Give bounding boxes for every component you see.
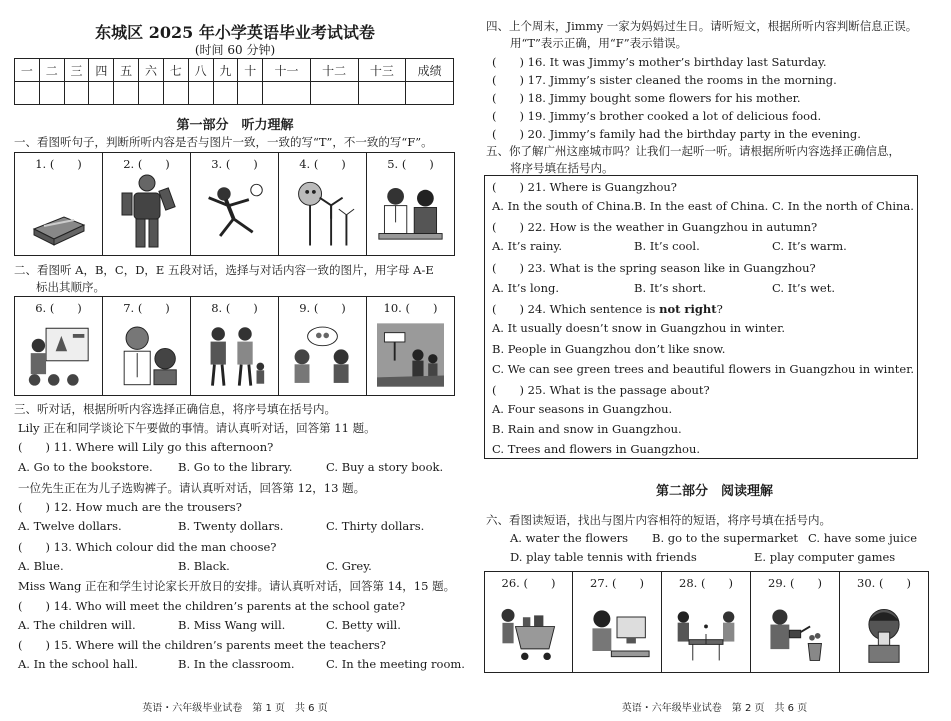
q22-option-a: A. It’s rainy. bbox=[492, 239, 563, 253]
answer-blank[interactable]: 28. ( ) bbox=[679, 576, 733, 590]
score-input-cell[interactable] bbox=[238, 82, 263, 105]
score-header-cell: 八 bbox=[188, 59, 213, 82]
score-header-cell: 六 bbox=[139, 59, 164, 82]
section2-pictures bbox=[14, 296, 455, 396]
people-talking-icon bbox=[201, 319, 268, 389]
score-header-cell: 三 bbox=[64, 59, 89, 82]
answer-blank[interactable]: 5. ( ) bbox=[387, 157, 434, 171]
q13-option-c: C. Grey. bbox=[326, 559, 372, 573]
girl-jumping-icon bbox=[201, 175, 268, 249]
score-header-cell: 十三 bbox=[358, 59, 406, 82]
page-2 bbox=[478, 0, 951, 721]
question-14[interactable]: ( ) 14. Who will meet the children’s parents at the school gate? bbox=[18, 599, 406, 613]
phrase-e: E. play computer games bbox=[754, 550, 896, 564]
question-16[interactable]: ( ) 16. It was Jimmy’s mother’s birthday last Saturday. bbox=[492, 55, 827, 69]
section4-instruction-2: 用“T”表示正确，用“F”表示错误。 bbox=[510, 36, 688, 50]
picture-8 bbox=[191, 296, 279, 396]
score-header-cell: 十 bbox=[238, 59, 263, 82]
section6-pictures bbox=[484, 571, 929, 673]
answer-blank[interactable]: 26. ( ) bbox=[501, 576, 556, 590]
score-header-cell: 九 bbox=[213, 59, 238, 82]
section1-instruction: 一、看图听句子，判断所听内容是否与图片一致，一致的写“T”，不一致的写“F”。 bbox=[14, 135, 433, 149]
score-header-cell: 五 bbox=[114, 59, 139, 82]
score-input-cell[interactable] bbox=[213, 82, 238, 105]
q24-text: ( ) 24. Which sentence is bbox=[492, 302, 660, 316]
question-20[interactable]: ( ) 20. Jimmy’s family had the birthday party in the evening. bbox=[492, 127, 861, 141]
score-input-cell[interactable] bbox=[64, 82, 89, 105]
answer-blank[interactable]: 4. ( ) bbox=[299, 157, 346, 171]
outdoor-sign-icon bbox=[377, 319, 444, 389]
q11-option-a: A. Go to the bookstore. bbox=[18, 460, 153, 474]
section2-instruction-2: 标出其顺序。 bbox=[36, 280, 105, 294]
question-23[interactable]: ( ) 23. What is the spring season like in Guangzhou? bbox=[492, 261, 816, 275]
answer-blank[interactable]: 6. ( ) bbox=[35, 301, 82, 315]
answer-blank[interactable]: 27. ( ) bbox=[590, 576, 644, 590]
question-21[interactable]: ( ) 21. Where is Guangzhou? bbox=[492, 180, 677, 194]
robot-icon bbox=[113, 175, 180, 249]
q15-option-b: B. In the classroom. bbox=[178, 657, 295, 671]
q21-option-a: A. In the south of China. bbox=[492, 199, 635, 213]
q23-option-b: B. It’s short. bbox=[634, 281, 707, 295]
teacher-board-icon bbox=[25, 319, 92, 389]
question-25[interactable]: ( ) 25. What is the passage about? bbox=[492, 383, 710, 397]
score-header-cell: 一 bbox=[15, 59, 40, 82]
q22-option-c: C. It’s warm. bbox=[772, 239, 847, 253]
question-22[interactable]: ( ) 22. How is the weather in Guangzhou in autumn? bbox=[492, 220, 818, 234]
answer-blank[interactable]: 8. ( ) bbox=[211, 301, 258, 315]
picture-4 bbox=[279, 152, 367, 256]
part1-title: 第一部分 听力理解 bbox=[176, 118, 294, 133]
exam-time: (时间 60 分钟) bbox=[194, 43, 276, 57]
phrase-d: D. play table tennis with friends bbox=[510, 550, 697, 564]
doctor-patient-icon bbox=[377, 175, 444, 249]
score-input-cell[interactable] bbox=[139, 82, 164, 105]
page-1 bbox=[0, 0, 470, 721]
answer-blank[interactable]: 10. ( ) bbox=[383, 301, 438, 315]
q22-option-b: B. It’s cool. bbox=[634, 239, 700, 253]
q13-option-a: A. Blue. bbox=[18, 559, 64, 573]
answer-blank[interactable]: 29. ( ) bbox=[768, 576, 822, 590]
score-input-cell[interactable] bbox=[263, 82, 311, 105]
q15-option-a: A. In the school hall. bbox=[18, 657, 138, 671]
score-input-cell[interactable] bbox=[310, 82, 358, 105]
section1-pictures bbox=[14, 152, 455, 256]
picture-7 bbox=[103, 296, 191, 396]
answer-blank[interactable]: 2. ( ) bbox=[123, 157, 170, 171]
picture-1 bbox=[14, 152, 103, 256]
question-15[interactable]: ( ) 15. Where will the children’s parents meet the teachers? bbox=[18, 638, 386, 652]
question-18[interactable]: ( ) 18. Jimmy bought some flowers for his mother. bbox=[492, 91, 801, 105]
section6-instruction: 六、看图读短语，找出与图片内容相符的短语，将序号填在括号内。 bbox=[486, 513, 831, 527]
phrase-b: B. go to the supermarket bbox=[652, 531, 799, 545]
question-12[interactable]: ( ) 12. How much are the trousers? bbox=[18, 500, 242, 514]
q23-option-c: C. It’s wet. bbox=[772, 281, 836, 295]
score-table bbox=[14, 58, 454, 105]
phrase-c: C. have some juice bbox=[808, 531, 918, 545]
q15-option-c: C. In the meeting room. bbox=[326, 657, 465, 671]
doctor-child-icon bbox=[113, 319, 180, 389]
picture-3 bbox=[191, 152, 279, 256]
score-header-cell: 七 bbox=[163, 59, 188, 82]
boy-drinking-icon bbox=[850, 594, 918, 666]
answer-blank[interactable]: 30. ( ) bbox=[857, 576, 911, 590]
picture-9 bbox=[279, 296, 367, 396]
score-input-cell[interactable] bbox=[89, 82, 114, 105]
picture-10 bbox=[367, 296, 455, 396]
section4-instruction: 四、上个周末，Jimmy 一家为妈妈过生日。请听短文，根据所听内容判断信息正误。 bbox=[486, 19, 918, 33]
score-input-cell[interactable] bbox=[114, 82, 139, 105]
q12-option-c: C. Thirty dollars. bbox=[326, 519, 425, 533]
q23-option-a: A. It’s long. bbox=[492, 281, 560, 295]
shopping-cart-icon bbox=[495, 594, 562, 666]
q24-option-c: C. We can see green trees and beautiful flowers in Guangzhou in winter. bbox=[492, 362, 915, 376]
picture-2 bbox=[103, 152, 191, 256]
score-input-cell[interactable] bbox=[163, 82, 188, 105]
intro-lily: Lily 正在和同学谈论下午要做的事情。请认真听对话，回答第 11 题。 bbox=[18, 421, 376, 435]
section3-instruction: 三、听对话，根据所听内容选择正确信息，将序号填在括号内。 bbox=[14, 402, 336, 416]
q12-option-a: A. Twelve dollars. bbox=[18, 519, 122, 533]
q11-option-b: B. Go to the library. bbox=[178, 460, 293, 474]
page-footer: 英语・六年级毕业试卷 第 1 页 共 6 页 bbox=[142, 703, 328, 714]
score-input-cell[interactable] bbox=[39, 82, 64, 105]
watering-flowers-icon bbox=[761, 594, 829, 666]
answer-blank[interactable]: 7. ( ) bbox=[123, 301, 170, 315]
part2-title: 第二部分 阅读理解 bbox=[655, 484, 773, 499]
question-13[interactable]: ( ) 13. Which colour did the man choose? bbox=[18, 540, 277, 554]
section2-instruction: 二、看图听 A，B，C，D，E 五段对话，选择与对话内容一致的图片，用字母 A-E bbox=[14, 263, 434, 277]
q21-option-b: B. In the east of China. bbox=[634, 199, 769, 213]
children-thinking-icon bbox=[289, 319, 356, 389]
section5-box bbox=[484, 175, 918, 459]
score-input-cell[interactable] bbox=[188, 82, 213, 105]
score-input-cell[interactable] bbox=[406, 82, 454, 105]
q13-option-b: B. Black. bbox=[178, 559, 230, 573]
picture-26 bbox=[484, 571, 573, 673]
section5-instruction-2: 将序号填在括号内。 bbox=[510, 161, 614, 175]
score-input-cell[interactable] bbox=[358, 82, 406, 105]
q25-option-c: C. Trees and flowers in Guangzhou. bbox=[492, 442, 701, 456]
exam-title: 东城区 2025 年小学英语毕业考试试卷 bbox=[95, 23, 375, 42]
q24-option-a: A. It usually doesn’t snow in Guangzhou in winter. bbox=[492, 321, 785, 335]
q24-option-b: B. People in Guangzhou don’t like snow. bbox=[492, 342, 726, 356]
q25-option-b: B. Rain and snow in Guangzhou. bbox=[492, 422, 682, 436]
picture-28 bbox=[662, 571, 751, 673]
picture-30 bbox=[840, 571, 929, 673]
picture-27 bbox=[573, 571, 662, 673]
phrase-a: A. water the flowers bbox=[510, 531, 629, 545]
picture-5 bbox=[367, 152, 455, 256]
q24-mark: ? bbox=[716, 302, 723, 316]
q14-option-a: A. The children will. bbox=[18, 618, 136, 632]
question-24[interactable] bbox=[492, 301, 723, 317]
eraser-icon bbox=[25, 175, 92, 249]
q14-option-b: B. Miss Wang will. bbox=[178, 618, 286, 632]
intro-miss-wang: Miss Wang 正在和学生讨论家长开放日的安排。请认真听对话，回答第 14，15 题。 bbox=[18, 579, 456, 593]
page-footer: 英语・六年级毕业试卷 第 2 页 共 6 页 bbox=[621, 703, 808, 714]
question-17[interactable]: ( ) 17. Jimmy’s sister cleaned the rooms in the morning. bbox=[492, 73, 837, 87]
table-tennis-icon bbox=[672, 594, 740, 666]
section5-instruction: 五、你了解广州这座城市吗？让我们一起听一听。请根据所听内容选择正确信息， bbox=[486, 144, 900, 158]
answer-blank[interactable]: 3. ( ) bbox=[211, 157, 258, 171]
score-header-cell: 成绩 bbox=[406, 59, 454, 82]
q11-option-c: C. Buy a story book. bbox=[326, 460, 444, 474]
picture-29 bbox=[751, 571, 840, 673]
intro-trousers: 一位先生正在为儿子选购裤子。请认真听对话，回答第 12，13 题。 bbox=[18, 481, 366, 495]
q12-option-b: B. Twenty dollars. bbox=[178, 519, 284, 533]
question-11[interactable]: ( ) 11. Where will Lily go this afternoon? bbox=[18, 440, 274, 454]
score-header-cell: 十二 bbox=[310, 59, 358, 82]
q21-option-c: C. In the north of China. bbox=[772, 199, 914, 213]
q25-option-a: A. Four seasons in Guangzhou. bbox=[492, 402, 673, 416]
answer-blank[interactable]: 9. ( ) bbox=[299, 301, 346, 315]
score-header-cell: 二 bbox=[39, 59, 64, 82]
q24-emphasis: not right bbox=[659, 302, 717, 316]
girl-computer-icon bbox=[583, 594, 651, 666]
q14-option-c: C. Betty will. bbox=[326, 618, 401, 632]
question-19[interactable]: ( ) 19. Jimmy’s brother cooked a lot of delicious food. bbox=[492, 109, 822, 123]
score-header-cell: 四 bbox=[89, 59, 114, 82]
score-header-cell: 十一 bbox=[263, 59, 311, 82]
answer-blank[interactable]: 1. ( ) bbox=[35, 157, 82, 171]
score-input-cell[interactable] bbox=[15, 82, 40, 105]
wind-turbine-icon bbox=[289, 175, 356, 249]
picture-6 bbox=[14, 296, 103, 396]
